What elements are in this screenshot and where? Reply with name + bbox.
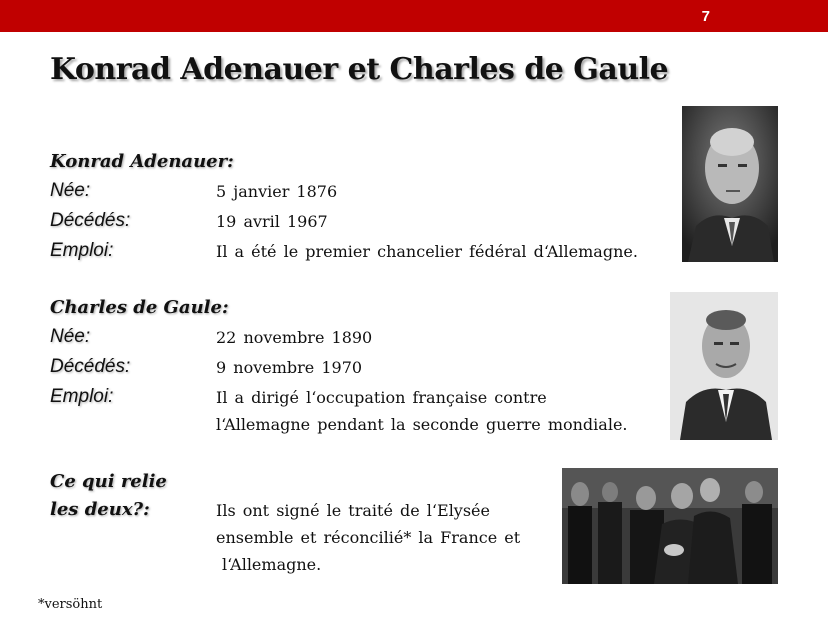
slide-title: Konrad Adenauer et Charles de Gaule — [50, 52, 669, 87]
link-value-line1: Ils ont signé le traité de l‘Elysée — [216, 501, 490, 520]
degaulle-born-label: Née: — [50, 326, 91, 347]
degaulle-job-value-line2: l‘Allemagne pendant la seconde guerre mondiale. — [216, 415, 628, 434]
top-bar — [0, 0, 828, 32]
adenauer-job-label: Emploi: — [50, 240, 114, 261]
adenauer-job-value: Il a été le premier chancelier fédéral d‘Allemagne. — [216, 242, 638, 261]
link-heading-line1: Ce qui relie — [50, 471, 167, 492]
degaulle-died-value: 9 novembre 1970 — [216, 358, 363, 377]
adenauer-photo — [682, 106, 778, 262]
adenauer-died-value: 19 avril 1967 — [216, 212, 328, 231]
adenauer-died-label: Décédés: — [50, 210, 131, 231]
elysee-treaty-photo — [562, 468, 778, 584]
adenauer-born-value: 5 janvier 1876 — [216, 182, 338, 201]
degaulle-portrait-image — [670, 292, 778, 440]
degaulle-job-value-line1: Il a dirigé l‘occupation française contre — [216, 388, 547, 407]
adenauer-heading: Konrad Adenauer: — [50, 151, 234, 172]
adenauer-portrait-image — [682, 106, 778, 262]
degaulle-photo — [670, 292, 778, 440]
degaulle-heading: Charles de Gaule: — [50, 297, 229, 318]
link-value-line3: l‘Allemagne. — [222, 555, 322, 574]
link-heading-line2: les deux?: — [50, 499, 150, 520]
degaulle-born-value: 22 novembre 1890 — [216, 328, 373, 347]
footnote: *versöhnt — [38, 597, 103, 612]
degaulle-job-label: Emploi: — [50, 386, 114, 407]
link-value-line2: ensemble et réconcilié* la France et — [216, 528, 521, 547]
degaulle-died-label: Décédés: — [50, 356, 131, 377]
treaty-embrace-image — [562, 468, 778, 584]
slide-number: 7 — [701, 8, 710, 25]
adenauer-born-label: Née: — [50, 180, 91, 201]
